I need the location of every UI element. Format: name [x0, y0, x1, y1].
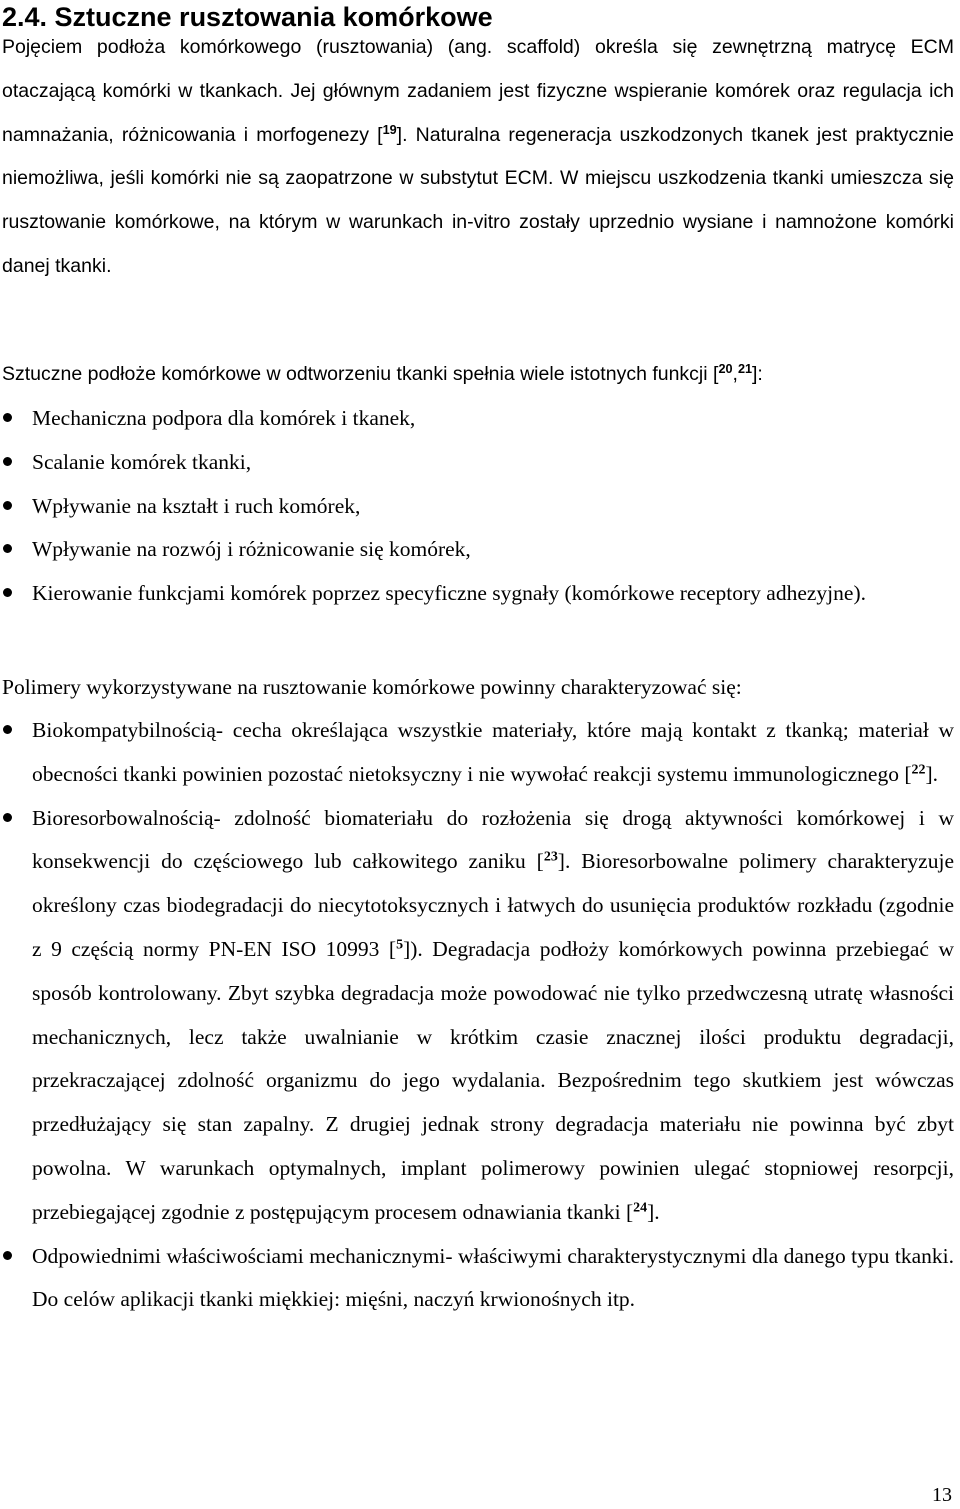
- citation-ref: 24: [633, 1200, 648, 1216]
- citation-ref: 22: [911, 762, 926, 778]
- intro-text-2: ]. Naturalna regeneracja uszkodzonych tkanek jest praktycznie niemożliwa, jeśli komórki nie są zaopatrzone w substytut ECM. W miejscu uszkodzenia tkanki umieszcza się rusztowanie komórkowe, na którym w warunkach in-vitro zostały uprzednio wysiane i namnożone komórki danej tkanki.: [2, 123, 954, 277]
- citation-ref: 20: [718, 362, 733, 377]
- polymers-list: [0, 709, 954, 1322]
- list-item: Odpowiednimi właściwościami mechanicznymi- właściwymi charakterystycznymi dla danego typu tkanki. Do celów aplikacji tkanki miękkiej: mięśni, naczyń krwionośnych itp.: [0, 1235, 954, 1323]
- list-item: Wpływanie na rozwój i różnicowanie się komórek,: [0, 528, 954, 572]
- bioresorbability-text-1: Bioresorbowalnością- zdolność biomateriału do rozłożenia się drogą aktywności komórkowej i w konsekwencji do częściowego lub całkowitego zaniku [: [32, 805, 954, 874]
- list-item: Scalanie komórek tkanki,: [0, 441, 954, 485]
- page-number: 13: [932, 1484, 952, 1506]
- bioresorbability-end: ].: [647, 1199, 660, 1224]
- functions-lead-close: ]:: [752, 363, 763, 385]
- citation-ref: 23: [543, 849, 558, 865]
- biocompatibility-end: ].: [925, 761, 938, 786]
- section-heading: 2.4. Sztuczne rusztowania komórkowe: [2, 2, 493, 32]
- intro-text-1: Pojęciem podłoża komórkowego (rusztowania) (ang. scaffold) określa się zewnętrzną matrycę ECM otaczającą komórki w tkankach. Jej głównym zadaniem jest fizyczne wspieranie komórek oraz regulacja ich namnażania, różnicowania i morfogenezy [: [2, 36, 954, 146]
- list-item: Mechaniczna podpora dla komórek i tkanek,: [0, 397, 954, 441]
- bioresorbability-text-3: ]). Degradacja podłoży komórkowych powinna przebiegać w sposób kontrolowany. Zbyt szybka degradacja może powodować nie tylko przedwczesną utratę własności mechanicznych, lecz także uwalnianie w krótkim czasie znacznej ilości produktu degradacji, przekraczającej zdolność organizmu do jego wydalania. Bezpośrednim tego skutkiem jest wówczas przedłużający się stan zapalny. Z drugiej jednak strony degradacja materiału nie powinna być zbyt powolna. W warunkach optymalnych, implant polimerowy powinien ulegać stopniowej resorpcji, przebiegającej zgodnie z postępującym procesem odnawiania tkanki [: [32, 936, 954, 1224]
- citation-separator: ,: [732, 363, 738, 385]
- intro-paragraph: [2, 26, 954, 289]
- citation-ref: 19: [382, 122, 397, 137]
- list-item: Wpływanie na kształt i ruch komórek,: [0, 485, 954, 529]
- polymers-lead: Polimery wykorzystywane na rusztowanie komórkowe powinny charakteryzować się:: [2, 675, 742, 699]
- functions-lead-text: Sztuczne podłoże komórkowe w odtworzeniu tkanki spełnia wiele istotnych funkcji [: [2, 363, 719, 385]
- list-item: [0, 797, 954, 1235]
- bioresorbability-text-2: ]. Bioresorbowalne polimery charakteryzuje określony czas biodegradacji do niecytotoksycznych i łatwych do usunięcia produktów rozkładu (zgodnie z 9 częścią normy PN-EN ISO 10993 [: [32, 849, 954, 961]
- list-item: [0, 709, 954, 797]
- citation-ref: 21: [737, 362, 753, 377]
- biocompatibility-text: Biokompatybilnością- cecha określająca wszystkie materiały, które mają kontakt z tkanką; materiał w obecności tkanki powinien pozostać nietoksyczny i nie wywołać reakcji systemu immunologicznego [: [32, 718, 954, 786]
- functions-lead: [2, 353, 954, 397]
- list-item: Kierowanie funkcjami komórek poprzez specyficzne sygnały (komórkowe receptory adhezyjne).: [0, 572, 954, 616]
- citation-ref: 5: [396, 937, 404, 953]
- functions-list: [0, 397, 954, 616]
